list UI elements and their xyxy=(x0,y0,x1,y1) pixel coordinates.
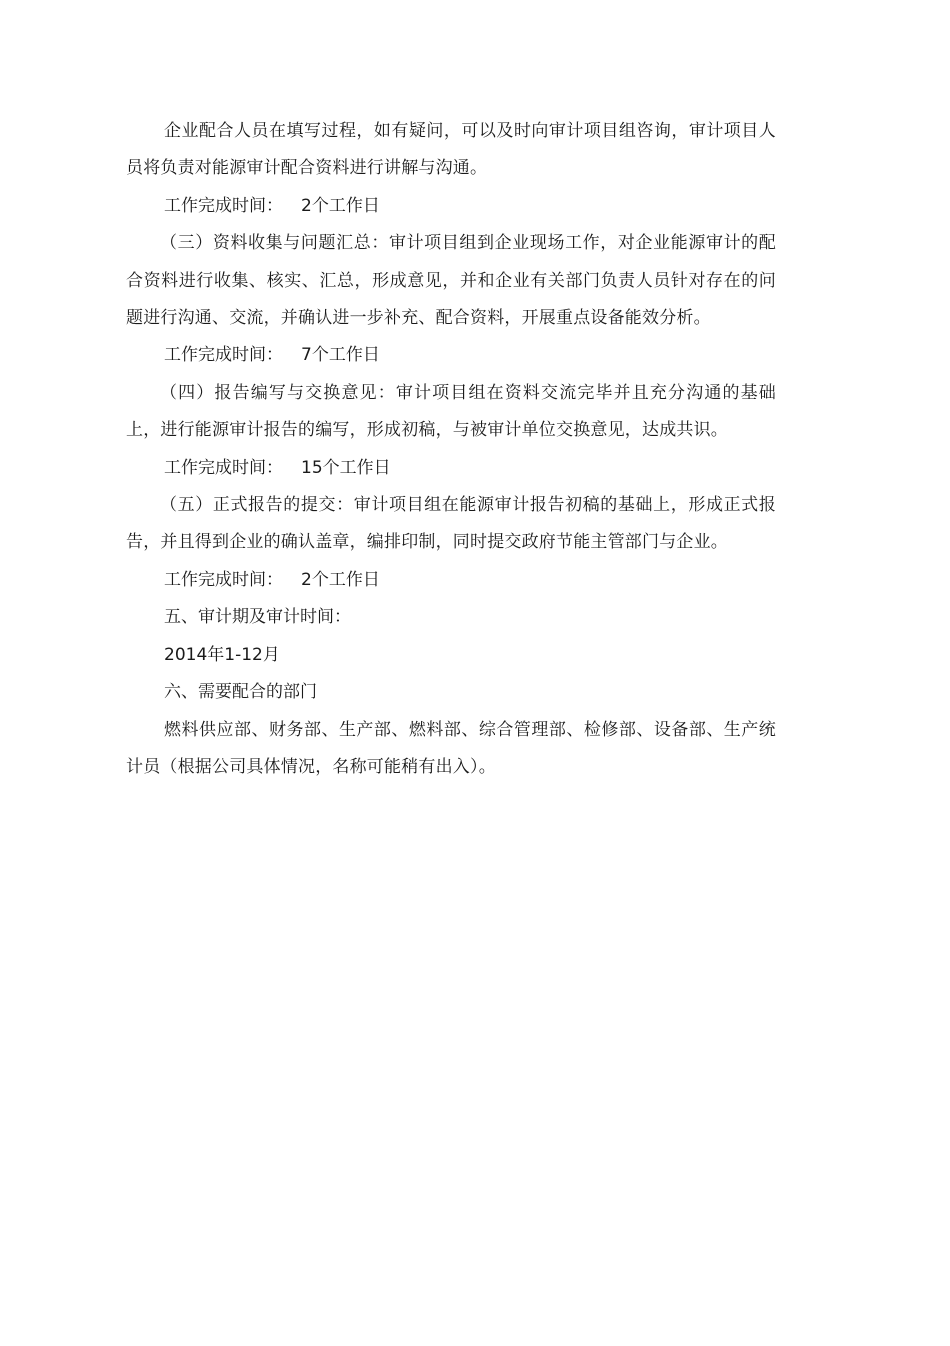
completion-time-value: 7个工作日 xyxy=(301,345,380,366)
completion-time-value: 2个工作日 xyxy=(301,195,380,216)
completion-time-label: 工作完成时间： xyxy=(164,345,283,366)
paragraph-data-collection: （三）资料收集与问题汇总：审计项目组到企业现场工作，对企业能源审计的配合资料进行收集、核实、汇总，形成意见，并和企业有关部门负责人员针对存在的问题进行沟通、交流，并确认进一步补充、配合资料，开展重点设备能效分析。 xyxy=(126,233,776,329)
paragraph-formal-report: （五）正式报告的提交：审计项目组在能源审计报告初稿的基础上，形成正式报告，并且得到企业的确认盖章，编排印制，同时提交政府节能主管部门与企业。 xyxy=(126,495,776,553)
paragraph-departments: 燃料供应部、财务部、生产部、燃料部、综合管理部、检修部、设备部、生产统计员（根据公司具体情况，名称可能稍有出入）。 xyxy=(126,719,776,777)
completion-time-line-2 xyxy=(126,337,776,374)
completion-time-line-1 xyxy=(126,188,776,225)
completion-time-value: 2个工作日 xyxy=(301,569,380,590)
section-heading-audit-period: 五、审计期及审计时间： xyxy=(164,607,351,628)
document-body xyxy=(126,113,776,786)
completion-time-line-4 xyxy=(126,562,776,599)
audit-period-value: 2014年1-12月 xyxy=(164,644,280,665)
completion-time-label: 工作完成时间： xyxy=(164,457,283,478)
completion-time-value: 15个工作日 xyxy=(301,457,391,478)
completion-time-label: 工作完成时间： xyxy=(164,569,283,590)
completion-time-line-3 xyxy=(126,450,776,487)
paragraph-consultation: 企业配合人员在填写过程，如有疑问，可以及时向审计项目组咨询，审计项目人员将负责对能源审计配合资料进行讲解与沟通。 xyxy=(126,121,776,179)
section-heading-departments: 六、需要配合的部门 xyxy=(164,682,317,703)
completion-time-label: 工作完成时间： xyxy=(164,195,283,216)
paragraph-report-writing: （四）报告编写与交换意见：审计项目组在资料交流完毕并且充分沟通的基础上，进行能源审计报告的编写，形成初稿，与被审计单位交换意见，达成共识。 xyxy=(126,382,776,441)
